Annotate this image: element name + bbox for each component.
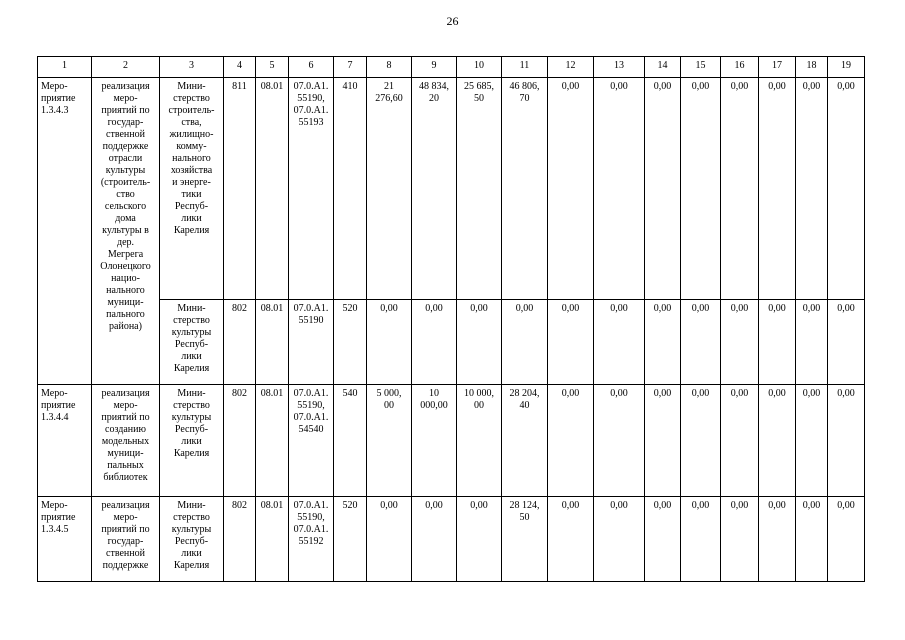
value-cell: 0,00	[681, 385, 721, 497]
value-cell: 0,00	[721, 385, 759, 497]
value-cell: 0,00	[721, 78, 759, 300]
header-cell: 15	[681, 57, 721, 78]
header-cell: 18	[796, 57, 828, 78]
value-cell: 08.01	[256, 385, 289, 497]
value-cell: 0,00	[759, 78, 796, 300]
value-cell: 21 276,60	[367, 78, 412, 300]
value-cell: 0,00	[367, 300, 412, 385]
header-row	[38, 57, 865, 78]
table-row	[38, 385, 865, 497]
value-cell: 0,00	[796, 300, 828, 385]
value-cell: 07.0.А1. 55190, 07.0.А1. 55193	[289, 78, 334, 300]
value-cell: 0,00	[645, 78, 681, 300]
value-cell: 0,00	[502, 300, 548, 385]
header-cell: 12	[548, 57, 594, 78]
value-cell: 28 124, 50	[502, 497, 548, 582]
ministry-cell: Мини- стерство культуры Респуб- лики Карелия	[160, 300, 224, 385]
value-cell: 811	[224, 78, 256, 300]
value-cell: 0,00	[759, 497, 796, 582]
value-cell: 0,00	[645, 385, 681, 497]
value-cell: 0,00	[594, 497, 645, 582]
budget-table	[37, 56, 865, 582]
header-cell: 11	[502, 57, 548, 78]
header-cell: 19	[828, 57, 865, 78]
value-cell: 0,00	[594, 385, 645, 497]
value-cell: 0,00	[828, 300, 865, 385]
value-cell: 0,00	[759, 385, 796, 497]
header-cell: 14	[645, 57, 681, 78]
measure-id-cell: Меро- приятие 1.3.4.5	[38, 497, 92, 582]
value-cell: 0,00	[796, 497, 828, 582]
value-cell: 0,00	[721, 300, 759, 385]
value-cell: 5 000, 00	[367, 385, 412, 497]
value-cell: 0,00	[548, 300, 594, 385]
value-cell: 46 806, 70	[502, 78, 548, 300]
value-cell: 0,00	[828, 78, 865, 300]
value-cell: 0,00	[796, 385, 828, 497]
table-row	[38, 497, 865, 582]
header-cell: 13	[594, 57, 645, 78]
value-cell: 0,00	[828, 385, 865, 497]
header-cell: 2	[92, 57, 160, 78]
header-cell: 10	[457, 57, 502, 78]
value-cell: 520	[334, 497, 367, 582]
measure-name-cell: реализация меро- приятий по государ- ственной поддержке	[92, 497, 160, 582]
value-cell: 0,00	[412, 300, 457, 385]
value-cell: 0,00	[412, 497, 457, 582]
header-cell: 9	[412, 57, 457, 78]
value-cell: 0,00	[681, 497, 721, 582]
ministry-cell: Мини- стерство культуры Респуб- лики Карелия	[160, 497, 224, 582]
table-row	[38, 300, 865, 385]
value-cell: 07.0.А1. 55190	[289, 300, 334, 385]
value-cell: 0,00	[681, 78, 721, 300]
value-cell: 410	[334, 78, 367, 300]
value-cell: 0,00	[594, 78, 645, 300]
value-cell: 28 204, 40	[502, 385, 548, 497]
value-cell: 0,00	[594, 300, 645, 385]
header-cell: 17	[759, 57, 796, 78]
measure-id-cell: Меро- приятие 1.3.4.4	[38, 385, 92, 497]
header-cell: 6	[289, 57, 334, 78]
value-cell: 0,00	[645, 300, 681, 385]
value-cell: 48 834, 20	[412, 78, 457, 300]
value-cell: 0,00	[548, 497, 594, 582]
header-cell: 4	[224, 57, 256, 78]
value-cell: 802	[224, 497, 256, 582]
value-cell: 0,00	[759, 300, 796, 385]
value-cell: 0,00	[367, 497, 412, 582]
value-cell: 802	[224, 385, 256, 497]
value-cell: 07.0.А1. 55190, 07.0.А1. 54540	[289, 385, 334, 497]
value-cell: 540	[334, 385, 367, 497]
value-cell: 802	[224, 300, 256, 385]
header-cell: 3	[160, 57, 224, 78]
header-cell: 5	[256, 57, 289, 78]
value-cell: 520	[334, 300, 367, 385]
value-cell: 08.01	[256, 78, 289, 300]
value-cell: 07.0.А1. 55190, 07.0.А1. 55192	[289, 497, 334, 582]
value-cell: 25 685, 50	[457, 78, 502, 300]
value-cell: 0,00	[457, 300, 502, 385]
table-row	[38, 78, 865, 300]
measure-name-cell: реализация меро- приятий по государ- ственной поддержке отрасли культуры (строитель- ство сельского дома культуры в дер. Мегрега Олонецкого нацио- нального муници- пального района)	[92, 78, 160, 385]
value-cell: 0,00	[721, 497, 759, 582]
ministry-cell: Мини- стерство строитель- ства, жилищно- комму- нального хозяйства и энерге- тики Респуб- лики Карелия	[160, 78, 224, 300]
value-cell: 0,00	[548, 78, 594, 300]
page-number: 26	[446, 14, 459, 28]
ministry-cell: Мини- стерство культуры Респуб- лики Карелия	[160, 385, 224, 497]
measure-id-cell: Меро- приятие 1.3.4.3	[38, 78, 92, 385]
value-cell: 0,00	[681, 300, 721, 385]
value-cell: 08.01	[256, 497, 289, 582]
header-cell: 8	[367, 57, 412, 78]
value-cell: 08.01	[256, 300, 289, 385]
header-cell: 1	[38, 57, 92, 78]
value-cell: 0,00	[457, 497, 502, 582]
value-cell: 0,00	[645, 497, 681, 582]
value-cell: 0,00	[548, 385, 594, 497]
header-cell: 16	[721, 57, 759, 78]
value-cell: 0,00	[796, 78, 828, 300]
value-cell: 10 000,00	[412, 385, 457, 497]
measure-name-cell: реализация меро- приятий по созданию модельных муници- пальных библиотек	[92, 385, 160, 497]
value-cell: 10 000, 00	[457, 385, 502, 497]
value-cell: 0,00	[828, 497, 865, 582]
header-cell: 7	[334, 57, 367, 78]
